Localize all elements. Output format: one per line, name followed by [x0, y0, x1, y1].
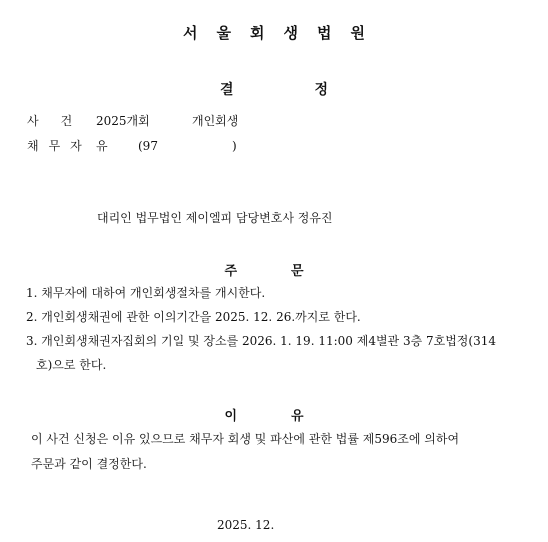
decision-date: 2025. 12.: [217, 518, 275, 532]
debtor-label: 채무자: [27, 139, 92, 153]
representative: 대리인 법무법인 제이엘피 담당변호사 정유진: [97, 211, 333, 225]
order-item: 3. 개인회생채권자집회의 기일 및 장소를 2026. 1. 19. 11:00 제4별관 3층 7호법정(314: [26, 334, 496, 348]
order-heading: 주문: [224, 264, 358, 279]
order-item: 1. 채무자에 대하여 개인회생절차를 개시한다.: [26, 286, 266, 300]
reason-line: 주문과 같이 결정한다.: [31, 457, 147, 471]
case-number: 2025개회: [96, 114, 150, 128]
document-title: 결정: [219, 82, 410, 98]
court-name: 서울회생법원: [183, 24, 384, 42]
debtor-birth-close: ): [232, 139, 237, 153]
case-label: 사건: [27, 114, 95, 128]
case-type: 개인회생: [192, 114, 239, 128]
debtor-name: 유: [96, 139, 108, 153]
order-item: 2. 개인회생채권에 관한 이의기간을 2025. 12. 26.까지로 한다.: [26, 310, 361, 324]
reason-line: 이 사건 신청은 이유 있으므로 채무자 회생 및 파산에 관한 법률 제596조에 의하여: [31, 432, 460, 446]
reason-heading: 이유: [224, 409, 358, 424]
order-item-continued: 호)으로 한다.: [36, 358, 107, 372]
debtor-birth-open: (97: [138, 139, 158, 153]
